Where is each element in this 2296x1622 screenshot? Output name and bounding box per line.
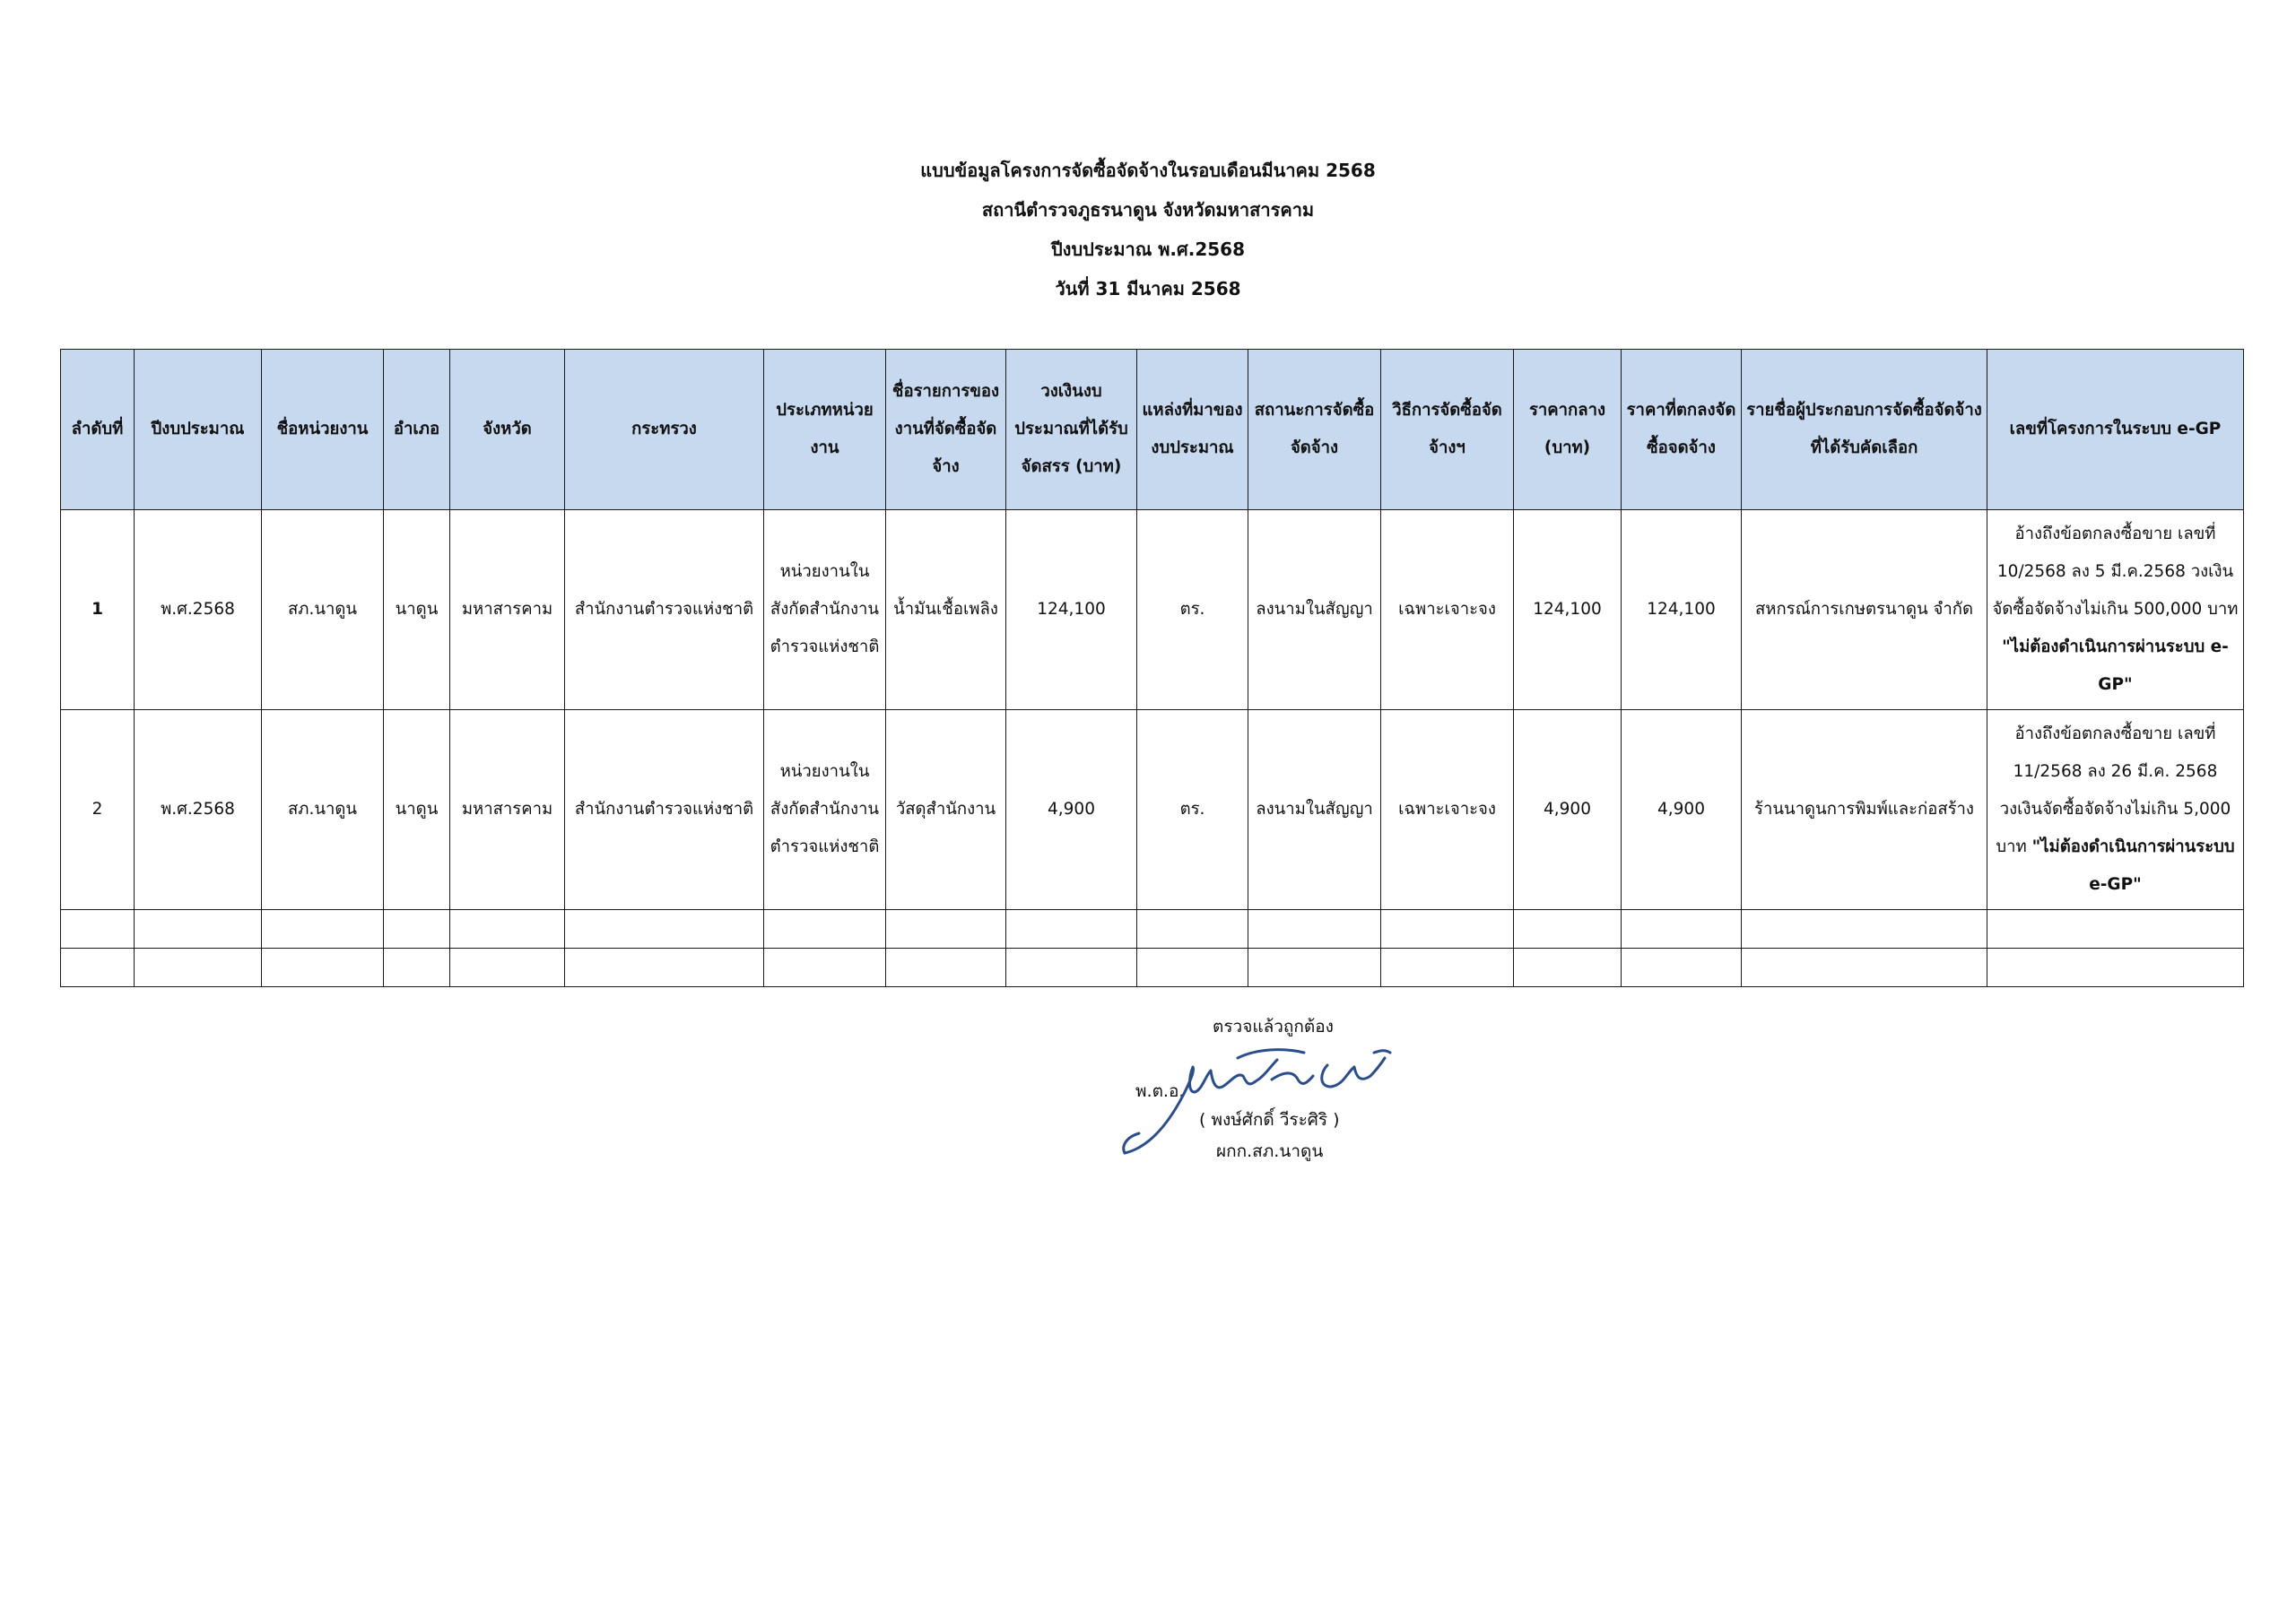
cell-ministry: สำนักงานตำรวจแห่งชาติ xyxy=(565,510,764,710)
cell-district: นาดูน xyxy=(384,510,450,710)
col-header-method: วิธีการจัดซื้อจัดจ้างฯ xyxy=(1381,350,1514,510)
cell-source: ตร. xyxy=(1137,710,1248,910)
cell-province: มหาสารคาม xyxy=(450,510,565,710)
col-header-budget: วงเงินงบประมาณที่ได้รับจัดสรร (บาท) xyxy=(1006,350,1137,510)
egp-note-text: "ไม่ต้องดำเนินการผ่านระบบ e-GP" xyxy=(2031,837,2235,894)
signer-position: ผกก.สภ.นาดูน xyxy=(1216,1141,1324,1161)
cell-agreed-price: 124,100 xyxy=(1622,510,1742,710)
col-header-province: จังหวัด xyxy=(450,350,565,510)
title-line-1: แบบข้อมูลโครงการจัดซื้อจัดจ้างในรอบเดือนมีนาคม 2568 xyxy=(920,160,1376,181)
table-header-row xyxy=(61,350,2244,510)
cell-egp-no xyxy=(1987,710,2244,910)
cell-province: มหาสารคาม xyxy=(450,710,565,910)
cell-method: เฉพาะเจาะจง xyxy=(1381,510,1514,710)
table-row xyxy=(61,510,2244,710)
cell-agency-type: หน่วยงานในสังกัดสำนักงานตำรวจแห่งชาติ xyxy=(764,510,886,710)
col-header-no: ลำดับที่ xyxy=(61,350,135,510)
col-header-vendor: รายชื่อผู้ประกอบการจัดซื้อจัดจ้างที่ได้รับคัดเลือก xyxy=(1742,350,1987,510)
cell-fiscal-year: พ.ศ.2568 xyxy=(135,710,262,910)
cell-district: นาดูน xyxy=(384,710,450,910)
cell-egp-no xyxy=(1987,510,2244,710)
col-header-agency: ชื่อหน่วยงาน xyxy=(262,350,384,510)
title-line-3: ปีงบประมาณ พ.ศ.2568 xyxy=(1050,239,1245,260)
col-header-median-price: ราคากลาง (บาท) xyxy=(1514,350,1622,510)
cell-item: น้ำมันเชื้อเพลิง xyxy=(886,510,1006,710)
cell-method: เฉพาะเจาะจง xyxy=(1381,710,1514,910)
title-line-2: สถานีตำรวจภูธรนาดูน จังหวัดมหาสารคาม xyxy=(981,199,1315,221)
cell-agency: สภ.นาดูน xyxy=(262,510,384,710)
cell-median-price: 124,100 xyxy=(1514,510,1622,710)
cell-budget: 4,900 xyxy=(1006,710,1137,910)
col-header-fiscal-year: ปีงบประมาณ xyxy=(135,350,262,510)
cell-no: 1 xyxy=(61,510,135,710)
cell-ministry: สำนักงานตำรวจแห่งชาติ xyxy=(565,710,764,910)
cell-source: ตร. xyxy=(1137,510,1248,710)
cell-budget: 124,100 xyxy=(1006,510,1137,710)
col-header-agency-type: ประเภทหน่วยงาน xyxy=(764,350,886,510)
egp-reference-text: อ้างถึงข้อตกลงซื้อขาย เลขที่ 10/2568 ลง 5 มี.ค.2568 วงเงินจัดซื้อจัดจ้างไม่เกิน 500,000 บาท xyxy=(1992,525,2239,619)
cell-status: ลงนามในสัญญา xyxy=(1248,710,1381,910)
col-header-district: อำเภอ xyxy=(384,350,450,510)
signer-name: ( พงษ์ศักดิ์ วีระศิริ ) xyxy=(1199,1110,1340,1130)
cell-agency-type: หน่วยงานในสังกัดสำนักงานตำรวจแห่งชาติ xyxy=(764,710,886,910)
cell-agency: สภ.นาดูน xyxy=(262,710,384,910)
document-title-block xyxy=(0,151,2296,308)
col-header-ministry: กระทรวง xyxy=(565,350,764,510)
verified-label: ตรวจแล้วถูกต้อง xyxy=(1213,1017,1334,1037)
cell-status: ลงนามในสัญญา xyxy=(1248,510,1381,710)
col-header-egp-no: เลขที่โครงการในระบบ e-GP xyxy=(1987,350,2244,510)
cell-no: 2 xyxy=(61,710,135,910)
col-header-agreed-price: ราคาที่ตกลงจัดซื้อจดจ้าง xyxy=(1622,350,1742,510)
empty-table-row xyxy=(61,949,2244,987)
egp-note-text: "ไม่ต้องดำเนินการผ่านระบบ e-GP" xyxy=(2002,638,2229,694)
empty-table-row xyxy=(61,910,2244,949)
col-header-source: แหล่งที่มาของงบประมาณ xyxy=(1137,350,1248,510)
cell-agreed-price: 4,900 xyxy=(1622,710,1742,910)
col-header-item: ชื่อรายการของงานที่จัดซื้อจัดจ้าง xyxy=(886,350,1006,510)
signer-rank: พ.ต.อ. xyxy=(1135,1081,1185,1101)
cell-median-price: 4,900 xyxy=(1514,710,1622,910)
cell-vendor: ร้านนาดูนการพิมพ์และก่อสร้าง xyxy=(1742,710,1987,910)
col-header-status: สถานะการจัดซื้อจัดจ้าง xyxy=(1248,350,1381,510)
procurement-table xyxy=(60,349,2244,987)
cell-vendor: สหกรณ์การเกษตรนาดูน จำกัด xyxy=(1742,510,1987,710)
cell-item: วัสดุสำนักงาน xyxy=(886,710,1006,910)
table-row xyxy=(61,710,2244,910)
title-line-4: วันที่ 31 มีนาคม 2568 xyxy=(1055,278,1241,299)
cell-fiscal-year: พ.ศ.2568 xyxy=(135,510,262,710)
egp-reference-text: อ้างถึงข้อตกลงซื้อขาย เลขที่ 11/2568 ลง 26 มี.ค. 2568 วงเงินจัดซื้อจัดจ้างไม่เกิน 5,000 บาท xyxy=(1996,724,2231,856)
